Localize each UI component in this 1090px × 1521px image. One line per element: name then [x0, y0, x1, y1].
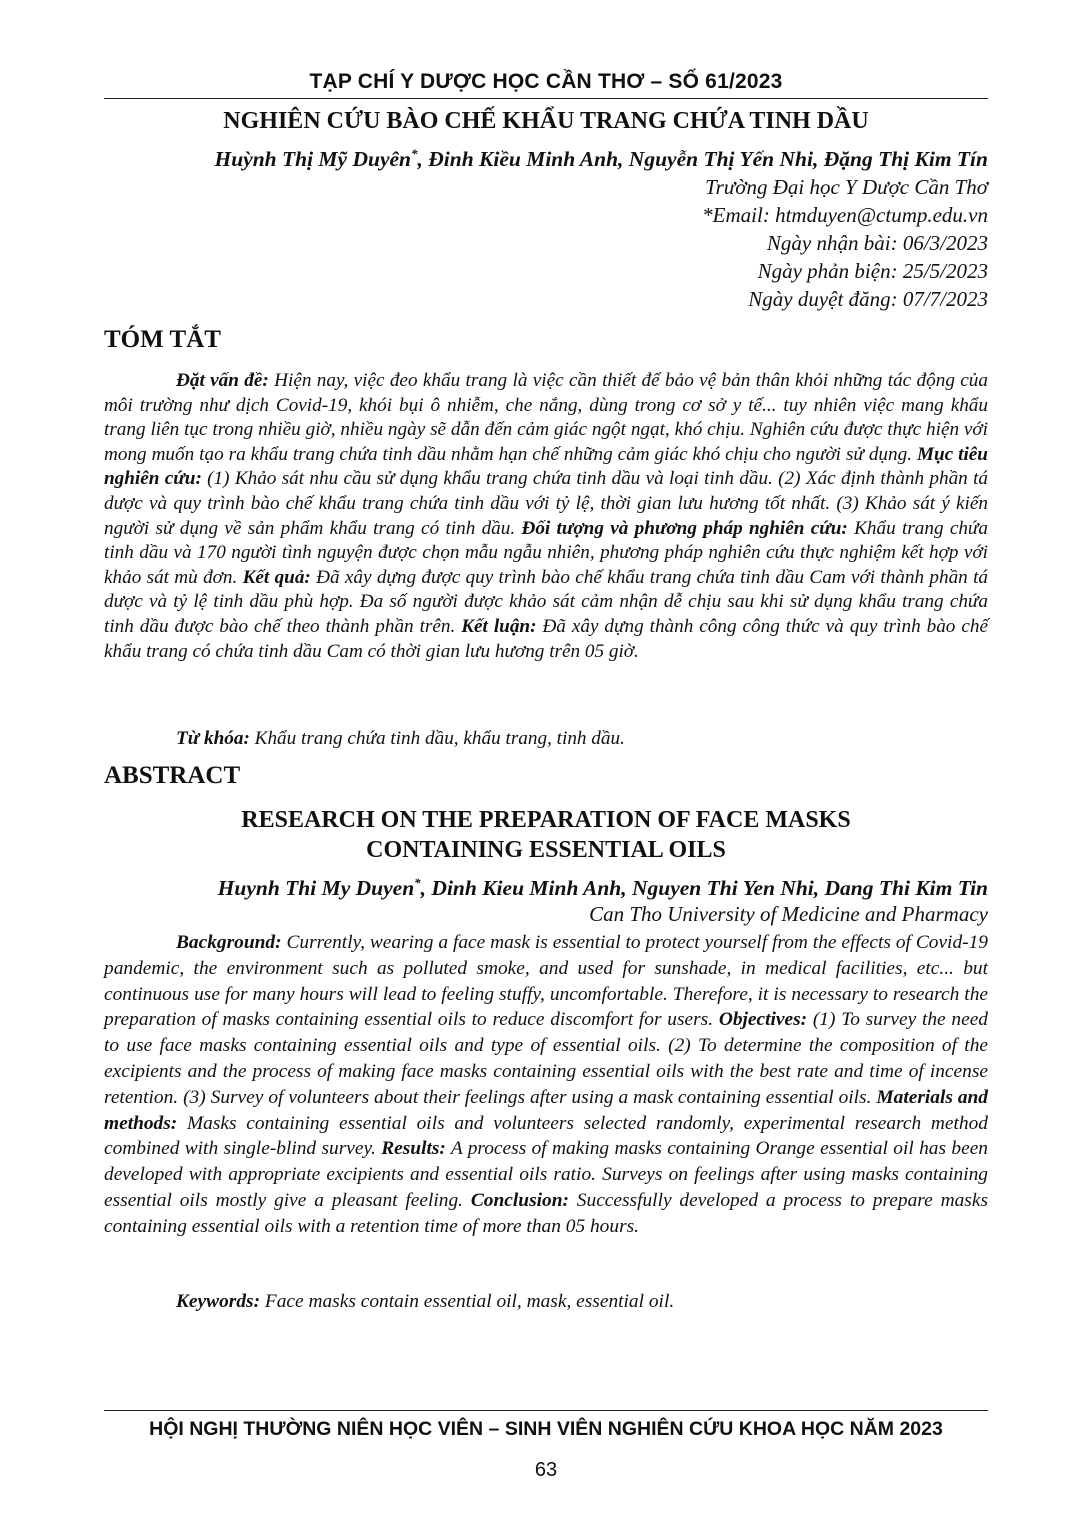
summary-objectives-label: Mục tiêu nghiên cứu: — [104, 443, 988, 490]
abstract-results-label: Results: — [381, 1138, 446, 1160]
summary-results-label: Kết quả: — [242, 566, 311, 588]
date-accepted: Ngày duyệt đăng: 07/7/2023 — [748, 287, 988, 311]
other-authors-en: , Dinh Kieu Minh Anh, Nguyen Thi Yen Nhi, Dang Thi Kim Tin — [420, 876, 988, 901]
summary-heading: TÓM TẮT — [104, 326, 221, 353]
abstract-background-text: Currently, wearing a face mask is essential to protect yourself from the effects of Covid-19 pandemic, the environment such as polluted smoke, and used for sunshade, in medical facilities, etc... but continuous use for many hours will lead to feeling stuffy, uncomfortable. Therefore, it is necessary to research the preparation of masks containing essential oils to reduce discomfort for users. — [104, 932, 988, 1031]
summary-keywords — [104, 727, 988, 752]
summary-background-text: Hiện nay, việc đeo khẩu trang là việc cần thiết để bảo vệ bản thân khỏi những tác động của môi trường như dịch Covid-19, khói bụi ô nhiễm, che nắng, dùng trong cơ sở y tế... tuy nhiên việc mang khẩu trang liên tục trong nhiều giờ, nhiều ngày sẽ dẫn đến cảm giác ngột ngạt, khó chịu. Nghiên cứu được thực hiện với mong muốn tạo ra khẩu trang chứa tinh dầu nhằm hạn chế những cảm giác khó chịu cho người sử dụng. — [104, 370, 988, 465]
footer-rule — [104, 1410, 988, 1411]
summary-conclusion-text: Đã xây dựng thành công công thức và quy trình bào chế khẩu trang có chứa tinh dầu Cam có thời gian lưu hương trên 05 giờ. — [104, 615, 988, 662]
paper-title-vi: NGHIÊN CỨU BÀO CHẾ KHẨU TRANG CHỨA TINH DẦU — [223, 108, 869, 134]
summary-conclusion-label: Kết luận: — [461, 615, 537, 637]
summary-background-label: Đặt vấn đề: — [176, 370, 269, 391]
corresponding-mark-vi: * — [410, 146, 418, 161]
journal-header: TẠP CHÍ Y DƯỢC HỌC CẦN THƠ – SỐ 61/2023 — [309, 70, 783, 93]
institution-en: Can Tho University of Medicine and Pharmacy — [589, 902, 988, 926]
authors-en — [104, 875, 988, 901]
page-number: 63 — [534, 1459, 558, 1481]
abstract-background-label: Background: — [176, 932, 282, 953]
first-author-en: Huynh Thi My Duyen — [217, 876, 415, 901]
authors-vi — [104, 146, 988, 172]
first-author-vi: Huỳnh Thị Mỹ Duyên — [214, 147, 411, 172]
abstract-heading: ABSTRACT — [104, 762, 241, 789]
abstract-conclusion-label: Conclusion: — [470, 1189, 569, 1211]
summary-results-text: Đã xây dựng được quy trình bào chế khẩu trang chứa tinh dầu Cam với thành phần tá dược và tỷ lệ tinh dầu phù hợp. Đa số người được khảo sát cảm nhận dễ chịu sau khi sử dụng khẩu trang chứa tinh dầu được bào chế theo thành phần trên. — [104, 566, 988, 637]
header-rule — [104, 98, 988, 99]
abstract-methods-label: Materials and methods: — [104, 1086, 988, 1134]
abstract-keywords — [104, 1289, 988, 1315]
abstract-methods-text: Masks containing essential oils and volunteers selected randomly, experimental research method combined with single-blind survey. — [104, 1112, 988, 1160]
summary-keywords-text: Khẩu trang chứa tinh dầu, khẩu trang, tinh dầu. — [249, 728, 625, 749]
abstract-conclusion-text: Successfully developed a process to prepare masks containing essential oils with a retention time of more than 05 hours. — [104, 1189, 988, 1237]
date-received: Ngày nhận bài: 06/3/2023 — [766, 231, 988, 255]
abstract-objectives-text: (1) To survey the need to use face masks containing essential oils and type of essential oils. (2) To determine the composition of the excipients and the process of making face masks containing essential oils with the best rate and time of incense retention. (3) Survey of volunteers about their feelings after using a mask containing essential oils. — [104, 1009, 988, 1108]
institution-vi: Trường Đại học Y Dược Cần Thơ — [705, 175, 988, 199]
summary-paragraph — [104, 369, 988, 664]
abstract-keywords-text: Face masks contain essential oil, mask, essential oil. — [260, 1291, 675, 1312]
abstract-objectives-label: Objectives: — [718, 1009, 808, 1031]
abstract-keywords-label: Keywords: — [176, 1291, 261, 1312]
other-authors-vi: , Đinh Kiều Minh Anh, Nguyễn Thị Yến Nhi, Đặng Thị Kim Tín — [417, 147, 988, 172]
date-reviewed: Ngày phản biện: 25/5/2023 — [757, 259, 988, 283]
abstract-results-text: A process of making masks containing Orange essential oil has been developed with appropriate excipients and essential oils ratio. Surveys on feelings after using masks containing essential oils mostly give a pleasant feeling. — [104, 1138, 989, 1211]
summary-objectives-text: (1) Khảo sát nhu cầu sử dụng khẩu trang chứa tinh dầu và loại tinh dầu. (2) Xác định thành phần tá dược và quy trình bào chế khẩu trang chứa tinh dầu với tỷ lệ, thời gian lưu hương tốt nhất. (3) Khảo sát ý kiến người sử dụng về sản phẩm khẩu trang có tinh dầu. — [104, 468, 988, 539]
summary-methods-text: Khẩu trang chứa tinh dầu và 170 người tình nguyện được chọn mẫu ngẫu nhiên, phương pháp nghiên cứu thực nghiệm kết hợp với khảo sát mù đơn. — [104, 517, 988, 588]
email: *Email: htmduyen@ctump.edu.vn — [702, 203, 988, 227]
corresponding-mark-en: * — [414, 875, 421, 890]
paper-title-en-line2: CONTAINING ESSENTIAL OILS — [366, 837, 726, 863]
summary-keywords-label: Từ khóa: — [176, 728, 250, 749]
summary-methods-label: Đối tượng và phương pháp nghiên cứu: — [521, 517, 848, 539]
paper-title-en-line1: RESEARCH ON THE PREPARATION OF FACE MASKS — [241, 807, 851, 833]
abstract-paragraph — [104, 930, 988, 1240]
conference-footer: HỘI NGHỊ THƯỜNG NIÊN HỌC VIÊN – SINH VIÊN NGHIÊN CỨU KHOA HỌC NĂM 2023 — [149, 1418, 943, 1440]
